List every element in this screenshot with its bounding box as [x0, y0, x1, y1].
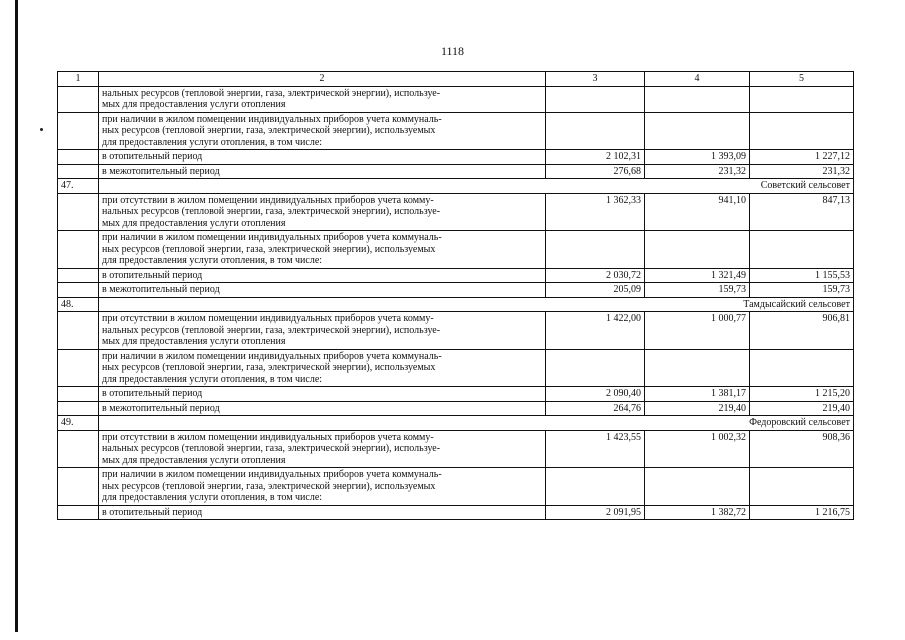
- row-description: при отсутствии в жилом помещении индивидуальных приборов учета комму- нальных ресурсов (тепловой энергии, газа, электрической энергии), используе- мых для предоставления услуги отопления: [99, 193, 546, 231]
- column-header: 2: [99, 72, 546, 87]
- value-col-3: 2 030,72: [546, 268, 645, 283]
- value-col-4: [645, 468, 750, 506]
- value-col-3: 1 362,33: [546, 193, 645, 231]
- section-title: Федоровский сельсовет: [99, 416, 854, 431]
- value-col-4: 1 382,72: [645, 505, 750, 520]
- value-col-5: 1 155,53: [750, 268, 854, 283]
- row-description: при наличии в жилом помещении индивидуальных приборов учета коммуналь- ных ресурсов (тепловой энергии, газа, электрической энергии), используемых для предоставления услуги отопления, в том числе:: [99, 112, 546, 150]
- table-row: [58, 349, 854, 387]
- value-col-3: 205,09: [546, 283, 645, 298]
- value-col-3: [546, 468, 645, 506]
- row-index-cell: [58, 387, 99, 402]
- value-col-5: 159,73: [750, 283, 854, 298]
- value-col-5: [750, 231, 854, 269]
- value-col-5: 1 215,20: [750, 387, 854, 402]
- table-row: [58, 312, 854, 350]
- value-col-3: [546, 86, 645, 112]
- column-header: 1: [58, 72, 99, 87]
- row-description: при наличии в жилом помещении индивидуальных приборов учета коммуналь- ных ресурсов (тепловой энергии, газа, электрической энергии), используемых для предоставления услуги отопления, в том числе:: [99, 468, 546, 506]
- value-col-5: 908,36: [750, 430, 854, 468]
- value-col-4: 1 000,77: [645, 312, 750, 350]
- value-col-5: [750, 349, 854, 387]
- row-index-cell: [58, 283, 99, 298]
- row-index-cell: [58, 112, 99, 150]
- value-col-4: 159,73: [645, 283, 750, 298]
- table-header-row: [58, 72, 854, 87]
- value-col-5: 906,81: [750, 312, 854, 350]
- tariff-table: [57, 71, 854, 520]
- value-col-5: 1 216,75: [750, 505, 854, 520]
- value-col-4: 219,40: [645, 401, 750, 416]
- row-description: в отопительный период: [99, 387, 546, 402]
- value-col-3: 264,76: [546, 401, 645, 416]
- table-row: [58, 430, 854, 468]
- value-col-3: 2 102,31: [546, 150, 645, 165]
- value-col-3: 1 422,00: [546, 312, 645, 350]
- table-row: [58, 112, 854, 150]
- row-index-cell: [58, 430, 99, 468]
- value-col-4: [645, 112, 750, 150]
- row-index-cell: [58, 164, 99, 179]
- table-row: [58, 231, 854, 269]
- row-index-cell: [58, 505, 99, 520]
- table-row: [58, 193, 854, 231]
- section-row: [58, 297, 854, 312]
- section-row: [58, 416, 854, 431]
- page-edge-rule: [15, 0, 18, 632]
- value-col-4: [645, 231, 750, 269]
- value-col-4: [645, 86, 750, 112]
- value-col-5: [750, 86, 854, 112]
- row-index-cell: [58, 193, 99, 231]
- row-description: в отопительный период: [99, 150, 546, 165]
- row-index-cell: [58, 401, 99, 416]
- column-header: 4: [645, 72, 750, 87]
- table-row: [58, 164, 854, 179]
- column-header: 5: [750, 72, 854, 87]
- page-number: 1118: [440, 44, 465, 58]
- value-col-5: [750, 468, 854, 506]
- value-col-4: 1 393,09: [645, 150, 750, 165]
- section-title: Советский сельсовет: [99, 179, 854, 194]
- row-index-cell: [58, 86, 99, 112]
- row-index-cell: [58, 349, 99, 387]
- row-description: в межотопительный период: [99, 283, 546, 298]
- row-description: в межотопительный период: [99, 401, 546, 416]
- section-title: Тамдысайский сельсовет: [99, 297, 854, 312]
- value-col-3: 1 423,55: [546, 430, 645, 468]
- value-col-3: 2 090,40: [546, 387, 645, 402]
- row-description: в отопительный период: [99, 268, 546, 283]
- row-description: в межотопительный период: [99, 164, 546, 179]
- row-index-cell: [58, 231, 99, 269]
- section-number: 47.: [58, 179, 99, 194]
- value-col-5: 1 227,12: [750, 150, 854, 165]
- row-description: при наличии в жилом помещении индивидуальных приборов учета коммуналь- ных ресурсов (тепловой энергии, газа, электрической энергии), используемых для предоставления услуги отопления, в том числе:: [99, 231, 546, 269]
- value-col-5: 231,32: [750, 164, 854, 179]
- value-col-4: 1 381,17: [645, 387, 750, 402]
- value-col-5: 219,40: [750, 401, 854, 416]
- value-col-4: [645, 349, 750, 387]
- value-col-4: 1 321,49: [645, 268, 750, 283]
- row-index-cell: [58, 268, 99, 283]
- scan-speck: [40, 128, 43, 131]
- table-row: [58, 86, 854, 112]
- value-col-3: 2 091,95: [546, 505, 645, 520]
- row-index-cell: [58, 150, 99, 165]
- row-description: нальных ресурсов (тепловой энергии, газа, электрической энергии), используе- мых для предоставления услуги отопления: [99, 86, 546, 112]
- table-row: [58, 283, 854, 298]
- value-col-5: [750, 112, 854, 150]
- table-row: [58, 150, 854, 165]
- value-col-3: [546, 112, 645, 150]
- row-description: при отсутствии в жилом помещении индивидуальных приборов учета комму- нальных ресурсов (тепловой энергии, газа, электрической энергии), используе- мых для предоставления услуги отопления: [99, 312, 546, 350]
- row-index-cell: [58, 468, 99, 506]
- table-row: [58, 401, 854, 416]
- value-col-5: 847,13: [750, 193, 854, 231]
- value-col-3: [546, 231, 645, 269]
- value-col-3: [546, 349, 645, 387]
- row-index-cell: [58, 312, 99, 350]
- section-number: 48.: [58, 297, 99, 312]
- row-description: при отсутствии в жилом помещении индивидуальных приборов учета комму- нальных ресурсов (тепловой энергии, газа, электрической энергии), используе- мых для предоставления услуги отопления: [99, 430, 546, 468]
- table-row: [58, 268, 854, 283]
- value-col-3: 276,68: [546, 164, 645, 179]
- column-header: 3: [546, 72, 645, 87]
- table-row: [58, 387, 854, 402]
- row-description: при наличии в жилом помещении индивидуальных приборов учета коммуналь- ных ресурсов (тепловой энергии, газа, электрической энергии), используемых для предоставления услуги отопления, в том числе:: [99, 349, 546, 387]
- table-row: [58, 505, 854, 520]
- value-col-4: 941,10: [645, 193, 750, 231]
- section-number: 49.: [58, 416, 99, 431]
- table-body: [58, 86, 854, 520]
- value-col-4: 1 002,32: [645, 430, 750, 468]
- value-col-4: 231,32: [645, 164, 750, 179]
- row-description: в отопительный период: [99, 505, 546, 520]
- section-row: [58, 179, 854, 194]
- table-row: [58, 468, 854, 506]
